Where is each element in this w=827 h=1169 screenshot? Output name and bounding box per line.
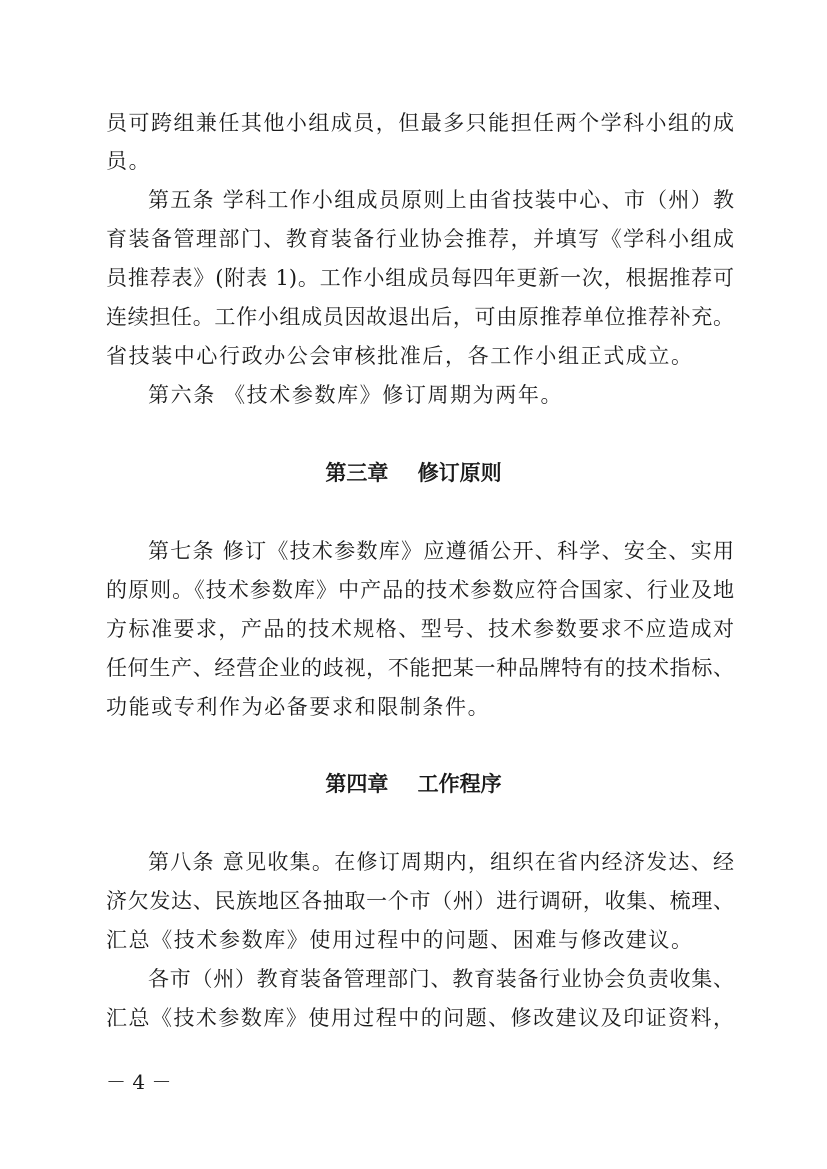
article-5-line: 育装备管理部门、教育装备行业协会推荐，并填写《学科小组成 — [106, 227, 734, 251]
paragraph-line: 员可跨组兼任其他小组成员，但最多只能担任两个学科小组的成 — [106, 111, 734, 135]
paragraph-line: 员。 — [106, 149, 152, 173]
article-7-line: 任何生产、经营企业的歧视，不能把某一种品牌特有的技术指标、 — [106, 656, 734, 680]
article-7-line: 方标准要求，产品的技术规格、型号、技术参数要求不应造成对 — [106, 617, 734, 641]
chapter-3-heading: 第三章 修订原则 — [325, 461, 502, 485]
article-7-line: 的原则。《技术参数库》中产品的技术参数应符合国家、行业及地 — [106, 578, 734, 602]
article-7-line: 功能或专利作为必备要求和限制条件。 — [106, 695, 491, 719]
article-5-line: 第五条 学科工作小组成员原则上由省技装中心、市（州）教 — [148, 188, 734, 212]
article-5-line: 连续担任。工作小组成员因故退出后，可由原推荐单位推荐补充。 — [106, 305, 734, 329]
article-5-line: 员推荐表》(附表 1)。工作小组成员每四年更新一次，根据推荐可 — [106, 266, 734, 290]
article-7-line: 第七条 修订《技术参数库》应遵循公开、科学、安全、实用 — [148, 539, 734, 563]
article-6-line: 第六条 《技术参数库》修订周期为两年。 — [148, 383, 564, 407]
article-8-line: 济欠发达、民族地区各抽取一个市（州）进行调研，收集、梳理、 — [106, 889, 734, 913]
paragraph-line: 各市（州）教育装备管理部门、教育装备行业协会负责收集、 — [148, 967, 734, 991]
article-5-line: 省技装中心行政办公会审核批准后，各工作小组正式成立。 — [106, 344, 694, 368]
page-number: － 4 － — [106, 1070, 172, 1094]
chapter-4-heading: 第四章 工作程序 — [325, 772, 502, 796]
article-8-line: 汇总《技术参数库》使用过程中的问题、困难与修改建议。 — [106, 928, 694, 952]
paragraph-line: 汇总《技术参数库》使用过程中的问题、修改建议及印证资料， — [106, 1006, 734, 1030]
article-8-line: 第八条 意见收集。在修订周期内，组织在省内经济发达、经 — [148, 850, 734, 874]
